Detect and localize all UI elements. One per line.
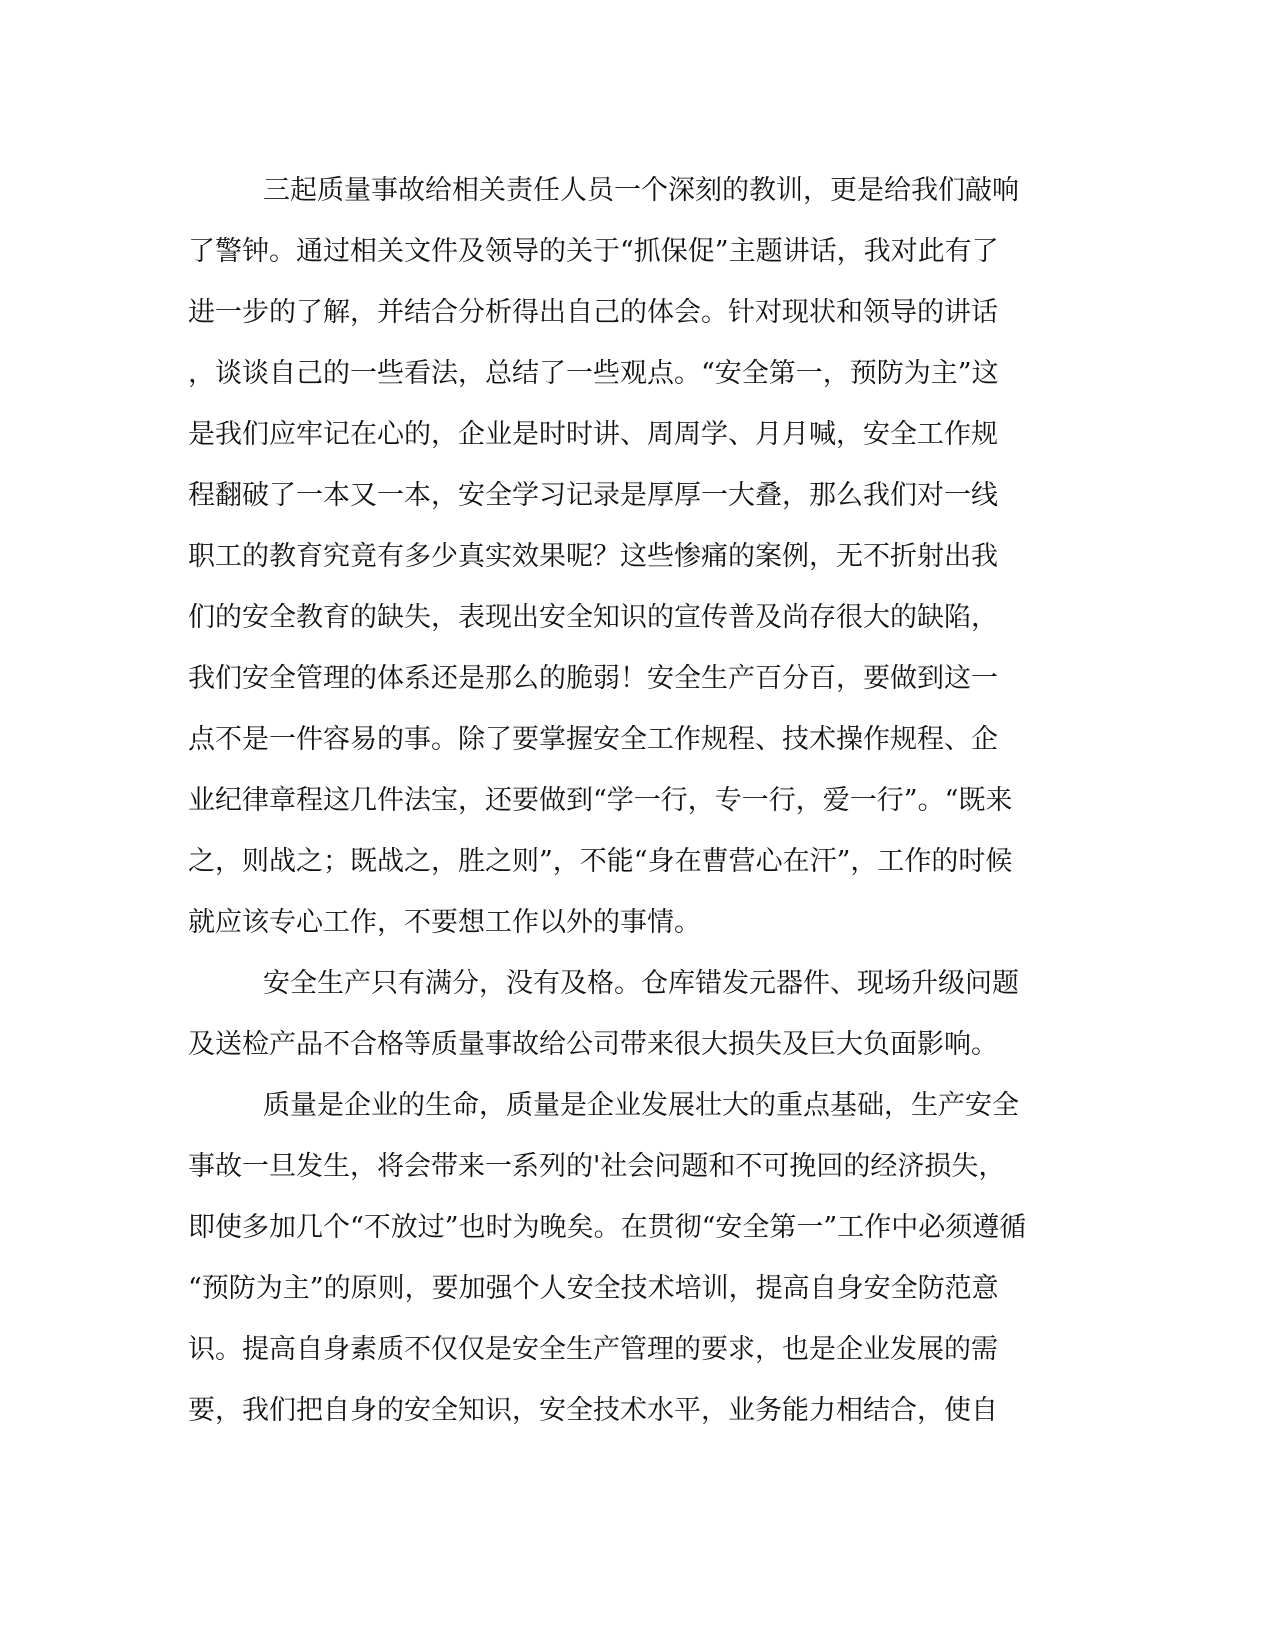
text-line: 点不是一件容易的事。除了要掌握安全工作规程、技术操作规程、企 [188,724,998,755]
text-line: 就应该专心工作，不要想工作以外的事情。 [188,907,701,938]
text-line: 识。提高自身素质不仅仅是安全生产管理的要求，也是企业发展的需 [188,1334,998,1365]
body-text [188,160,1068,1441]
text-line: 了警钟。通过相关文件及领导的关于“抓保促”主题讲话，我对此有了 [188,236,999,267]
text-line: 业纪律章程这几件法宝，还要做到“学一行，专一行，爱一行”。“既来 [188,785,1013,816]
text-line: 之，则战之；既战之，胜之则”，不能“身在曹营心在汗”，工作的时候 [188,846,1013,877]
text-line: 三起质量事故给相关责任人员一个深刻的教训，更是给我们敲响 [263,175,1019,206]
text-line: 质量是企业的生命，质量是企业发展壮大的重点基础，生产安全 [263,1090,1019,1121]
text-line: 及送检产品不合格等质量事故给公司带来很大损失及巨大负面影响。 [188,1029,998,1060]
text-line: 安全生产只有满分，没有及格。仓库错发元器件、现场升级问题 [263,968,1019,999]
text-line: 职工的教育究竟有多少真实效果呢？这些惨痛的案例，无不折射出我 [188,541,998,572]
text-line: 即使多加几个“不放过”也时为晚矣。在贯彻“安全第一”工作中必须遵循 [188,1212,1027,1243]
text-line: 要，我们把自身的安全知识，安全技术水平，业务能力相结合，使自 [188,1395,998,1426]
text-line: 进一步的了解，并结合分析得出自己的体会。针对现状和领导的讲话 [188,297,998,328]
text-line: 事故一旦发生，将会带来一系列的'社会问题和不可挽回的经济损失， [188,1151,1006,1182]
text-line: 我们安全管理的体系还是那么的脆弱！安全生产百分百，要做到这一 [188,663,998,694]
text-line: ，谈谈自己的一些看法，总结了一些观点。“安全第一，预防为主”这 [188,358,999,389]
text-line: 们的安全教育的缺失，表现出安全知识的宣传普及尚存很大的缺陷， [188,602,998,633]
text-line: 是我们应牢记在心的，企业是时时讲、周周学、月月喊，安全工作规 [188,419,998,450]
text-line: “预防为主”的原则，要加强个人安全技术培训，提高自身安全防范意 [188,1273,999,1304]
text-line: 程翻破了一本又一本，安全学习记录是厚厚一大叠，那么我们对一线 [188,480,998,511]
